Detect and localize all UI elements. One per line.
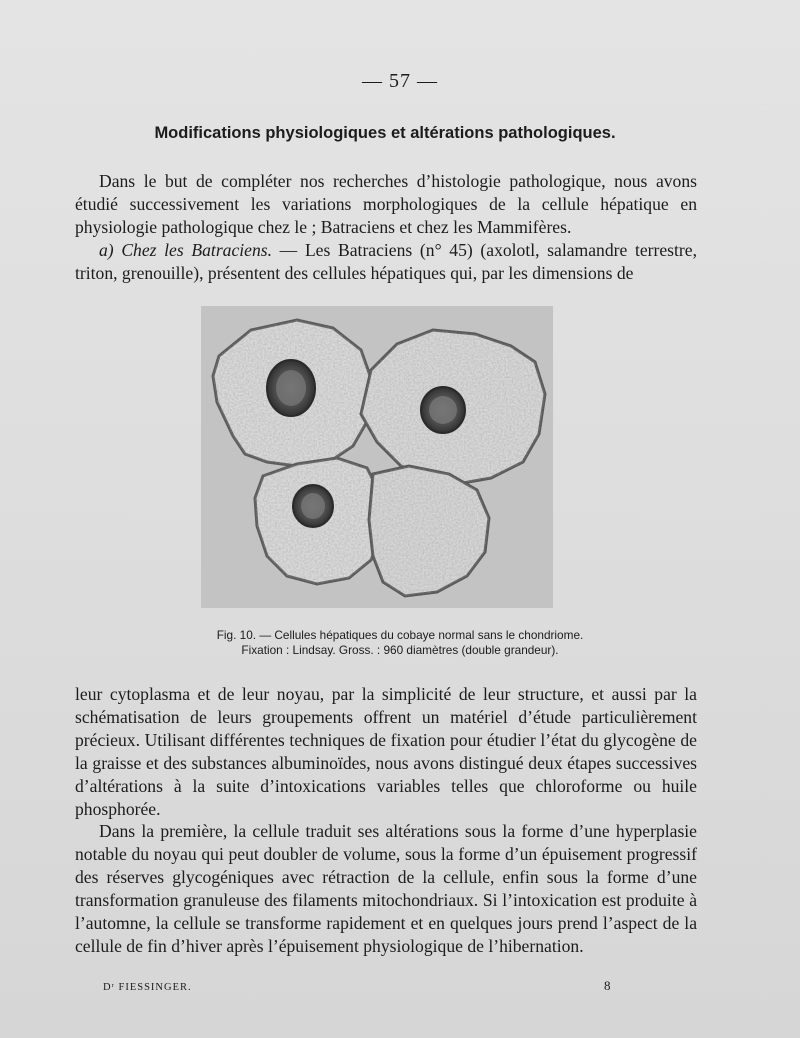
signature-mark: 8 xyxy=(604,978,611,993)
page-number: — 57 — xyxy=(362,70,438,92)
hepatic-cells-micrograph xyxy=(201,306,553,608)
footer-author: Dʳ FIESSINGER. xyxy=(103,982,192,993)
section-title: Modifications physiologiques et altérations pathologiques. xyxy=(154,124,616,142)
intro-paragraph: Dans le but de compléter nos recherches d’histologie pathologique, nous avons étudié successivement les variations morphologiques de la cellule hépatique en physiologie pathologique chez le ; Batraciens et chez les Mammifères. xyxy=(75,171,697,237)
intro-text xyxy=(75,170,697,285)
batraciens-text: — Les Batraciens (n° 45) (axolotl, salamandre terrestre, triton, grenouille), présentent des cellules hépatiques qui, par les dimensions de xyxy=(75,239,697,283)
body-paragraph-2: Dans la première, la cellule traduit ses altérations sous la forme d’une hyperplasie notable du noyau qui peut doubler de volume, sous la forme d’un épuisement progressif des réserves glycogéniques avec rétraction de la cellule, enfin sous la forme d’une transformation granuleuse des filaments mitochondriaux. Si l’intoxication est produite à l’automne, la cellule se transforme rapidement et en quelques jours prend l’aspect de la cellule de fin d’hiver après l’épuisement physiologique de l’hibernation. xyxy=(75,821,697,956)
batraciens-paragraph xyxy=(75,239,697,285)
caption-line-2: Fixation : Lindsay. Gross. : 960 diamètres (double grandeur). xyxy=(241,643,559,657)
body-text xyxy=(75,683,697,958)
batraciens-subhead: a) Chez les Batraciens. xyxy=(99,239,273,260)
figure-caption xyxy=(0,628,800,658)
body-paragraph-1: leur cytoplasma et de leur noyau, par la simplicité de leur structure, et aussi par la schématisation de leurs groupements offrent un matériel d’étude particulièrement précieux. Utilisant différentes techniques de fixation pour étudier l’état du glycogène de la graisse et des substances albuminoïdes, nous avons distingué deux étapes successives d’altérations à la suite d’intoxications variables telles que chloroforme ou huile phosphorée. xyxy=(75,684,697,819)
hepatic-cells-figure xyxy=(201,306,553,608)
caption-line-1: Fig. 10. — Cellules hépatiques du cobaye normal sans le chondriome. xyxy=(216,628,584,642)
